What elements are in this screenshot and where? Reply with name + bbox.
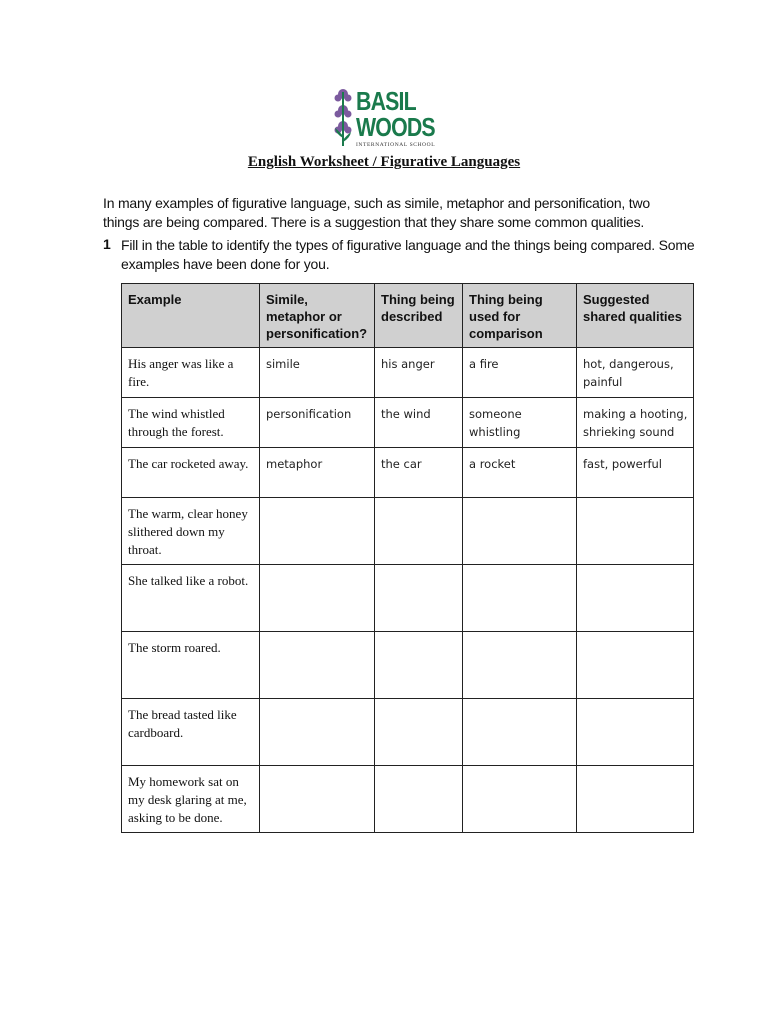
thing-described-input[interactable] (375, 498, 463, 565)
example-cell: The storm roared. (122, 632, 260, 699)
question-text: Fill in the table to identify the types of figurative language and the things being compared. Some examples have been done for you. (121, 237, 695, 272)
table-row (122, 766, 694, 833)
example-cell: She talked like a robot. (122, 565, 260, 632)
header-figure-type: Simile, metaphor or personification? (260, 284, 375, 348)
table-row (122, 348, 694, 398)
flower-emblem-icon (332, 86, 354, 150)
example-cell: The bread tasted like cardboard. (122, 699, 260, 766)
figure-type-input[interactable] (260, 766, 375, 833)
figure-type-cell: personification (260, 398, 375, 448)
shared-qualities-cell: making a hooting, shrieking sound (577, 398, 694, 448)
shared-qualities-input[interactable] (577, 699, 694, 766)
thing-compared-input[interactable] (463, 699, 577, 766)
shared-qualities-cell: hot, dangerous, painful (577, 348, 694, 398)
table-row (122, 632, 694, 699)
figure-type-input[interactable] (260, 498, 375, 565)
example-cell: The warm, clear honey slithered down my throat. (122, 498, 260, 565)
school-logo (332, 86, 436, 150)
example-cell: My homework sat on my desk glaring at me, asking to be done. (122, 766, 260, 833)
header-thing-compared: Thing being used for comparison (463, 284, 577, 348)
logo-wordmark-woods: WOODS (356, 112, 435, 142)
thing-described-input[interactable] (375, 699, 463, 766)
thing-compared-input[interactable] (463, 565, 577, 632)
shared-qualities-input[interactable] (577, 565, 694, 632)
thing-compared-cell: a fire (463, 348, 577, 398)
example-cell: His anger was like a fire. (122, 348, 260, 398)
thing-described-input[interactable] (375, 565, 463, 632)
thing-compared-input[interactable] (463, 498, 577, 565)
thing-compared-cell: someone whistling (463, 398, 577, 448)
shared-qualities-input[interactable] (577, 498, 694, 565)
thing-described-input[interactable] (375, 766, 463, 833)
figure-type-input[interactable] (260, 699, 375, 766)
table-row (122, 448, 694, 498)
thing-described-input[interactable] (375, 632, 463, 699)
thing-compared-input[interactable] (463, 766, 577, 833)
table-header-row (122, 284, 694, 348)
thing-compared-cell: a rocket (463, 448, 577, 498)
table-row (122, 565, 694, 632)
figure-type-cell: metaphor (260, 448, 375, 498)
example-cell: The wind whistled through the forest. (122, 398, 260, 448)
intro-paragraph: In many examples of figurative language, such as simile, metaphor and personification, two things are being compared. There is a suggestion that they share some common qualities. (103, 195, 650, 230)
table-row (122, 699, 694, 766)
figure-type-input[interactable] (260, 565, 375, 632)
shared-qualities-input[interactable] (577, 766, 694, 833)
logo-wordmark-basil: BASIL (356, 86, 416, 116)
table-row (122, 498, 694, 565)
figure-type-cell: simile (260, 348, 375, 398)
shared-qualities-cell: fast, powerful (577, 448, 694, 498)
header-shared-qualities: Suggested shared qualities (577, 284, 694, 348)
worksheet-title: English Worksheet / Figurative Languages (247, 154, 521, 170)
header-thing-described: Thing being described (375, 284, 463, 348)
thing-described-cell: the wind (375, 398, 463, 448)
thing-described-cell: his anger (375, 348, 463, 398)
figure-type-input[interactable] (260, 632, 375, 699)
table-row (122, 398, 694, 448)
thing-compared-input[interactable] (463, 632, 577, 699)
header-example: Example (122, 284, 260, 348)
example-cell: The car rocketed away. (122, 448, 260, 498)
shared-qualities-input[interactable] (577, 632, 694, 699)
figurative-language-table (121, 283, 694, 833)
logo-subtitle: INTERNATIONAL SCHOOL (356, 142, 436, 148)
thing-described-cell: the car (375, 448, 463, 498)
question-number: 1 (103, 236, 111, 252)
